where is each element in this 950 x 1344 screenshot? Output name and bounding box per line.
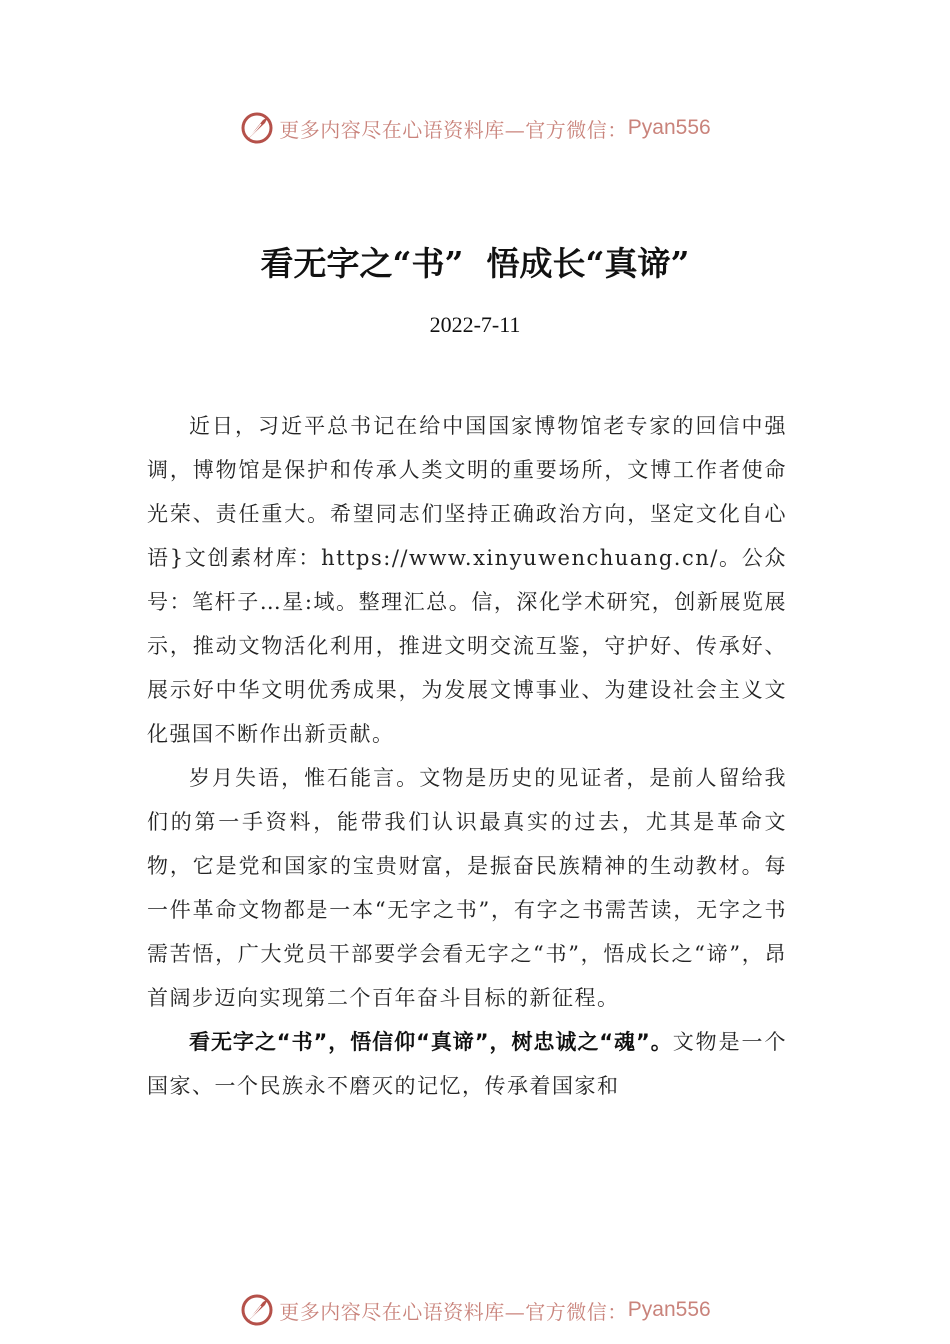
banner-text: 更多内容尽在心语资料库—官方微信： [279, 117, 628, 142]
document-date: 2022-7-11 [429, 312, 521, 337]
paragraph-2: 岁月失语，惟石能言。文物是历史的见证者，是前人留给我们的第一手资料，能带我们认识最真实的过去，尤其是革命文物，它是党和国家的宝贵财富，是振奋民族精神的生动教材。每一件革命文物都是一本“无字之书”，有字之书需苦读，无字之书需苦悟，广大党员干部要学会看无字之“书”，悟成长之“谛”，昂首阔步迈向实现第二个百年奋斗目标的新征程。 [147, 766, 787, 1010]
paragraph-3 [147, 1020, 787, 1108]
quill-logo-icon [239, 1292, 275, 1328]
header-banner [0, 108, 950, 148]
paragraph-3-lead: 看无字之“书”，悟信仰“真谛”，树忠诚之“魂”。 [189, 1030, 673, 1054]
document-title: 看无字之“书” 悟成长“真谛” [260, 244, 690, 283]
quill-logo-icon [239, 110, 275, 146]
banner-wechat-id: Pyan556 [627, 1298, 711, 1321]
banner-wechat-id: Pyan556 [627, 116, 711, 139]
paragraph-1: 近日，习近平总书记在给中国国家博物馆老专家的回信中强调，博物馆是保护和传承人类文明的重要场所，文博工作者使命光荣、责任重大。希望同志们坚持正确政治方向，坚定文化自心语}文创素材库：https://www.xinyuwenchuang.cn/。公众号：笔杆子…星:域。整理汇总。信，深化学术研究，创新展览展示，推动文物活化利用，推进文明交流互鉴，守护好、传承好、展示好中华文明优秀成果，为发展文博事业、为建设社会主义文化强国不断作出新贡献。 [147, 414, 787, 746]
banner-text: 更多内容尽在心语资料库—官方微信： [279, 1299, 628, 1324]
paragraph-3-text: 文物是一个国家、一个民族永不磨灭的记忆，传承着国家和 [147, 1030, 787, 1098]
footer-banner [0, 1290, 950, 1330]
document-body [147, 404, 787, 1108]
